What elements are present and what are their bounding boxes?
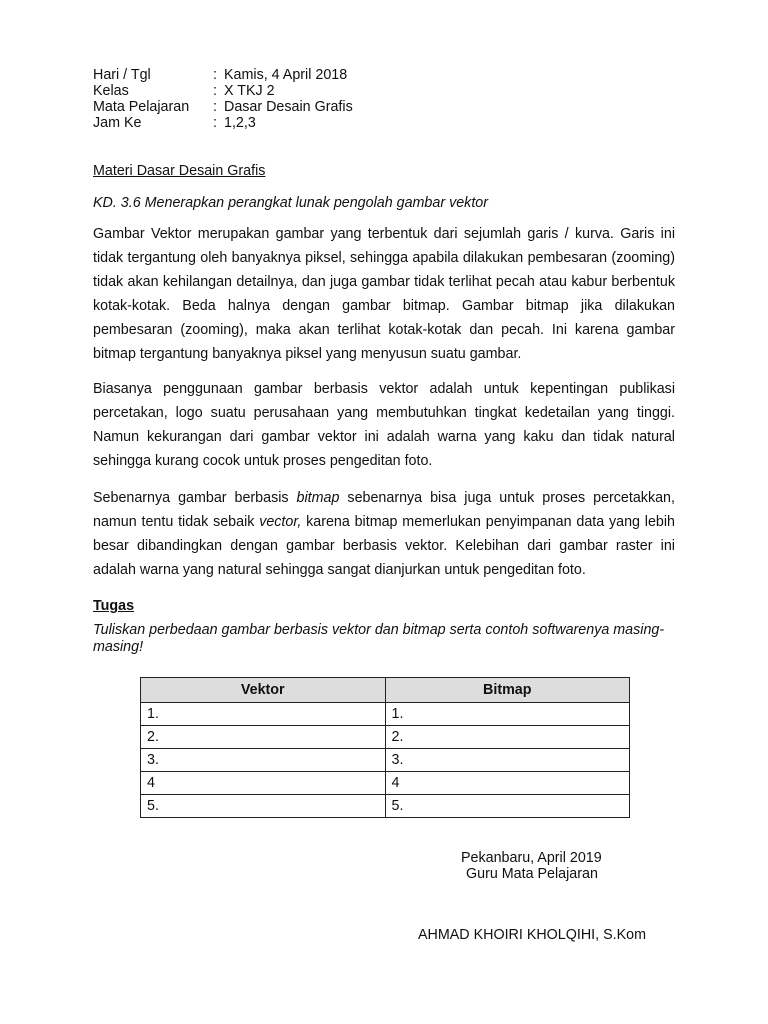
paragraph-text: karena bitmap memerlukan penyimpanan data yang lebih besar dibandingkan dengan gambar berbasis vektor. Kelebihan dari gambar raster ini adalah warna yang natural sehingga sangat dianjurkan untuk pengeditan foto. bbox=[93, 514, 675, 578]
task-instruction: Tuliskan perbedaan gambar berbasis vektor dan bitmap serta contoh softwarenya masing-masing! bbox=[93, 622, 665, 655]
header-value: X TKJ 2 bbox=[224, 83, 275, 99]
paragraph-text: sebenarnya bisa juga untuk proses percetakkan, namun tentu tidak sebaik bbox=[93, 490, 675, 530]
table-row bbox=[141, 772, 630, 795]
header-separator: : bbox=[213, 83, 217, 99]
table-cell-vektor: 1. bbox=[141, 703, 386, 726]
paragraph-text: Sebenarnya gambar berbasis bbox=[93, 490, 297, 506]
header-info bbox=[93, 67, 353, 131]
signature-place-date: Pekanbaru, April 2019 bbox=[461, 850, 602, 866]
signature-name: AHMAD KHOIRI KHOLQIHI, S.Kom bbox=[418, 927, 646, 943]
emphasis-vector: vector, bbox=[259, 514, 302, 530]
header-value: Dasar Desain Grafis bbox=[224, 99, 353, 115]
table-cell-vektor: 2. bbox=[141, 726, 386, 749]
header-row-subject bbox=[93, 99, 353, 115]
table-cell-bitmap: 3. bbox=[385, 749, 630, 772]
table-cell-bitmap: 4 bbox=[385, 772, 630, 795]
header-row-date bbox=[93, 67, 353, 83]
table-cell-vektor: 4 bbox=[141, 772, 386, 795]
header-row-hours bbox=[93, 115, 353, 131]
header-label: Hari / Tgl bbox=[93, 67, 151, 83]
header-row-class bbox=[93, 83, 353, 99]
table-row bbox=[141, 703, 630, 726]
header-label: Kelas bbox=[93, 83, 129, 99]
table-row bbox=[141, 795, 630, 818]
task-heading: Tugas bbox=[93, 598, 135, 614]
paragraph-bitmap-comparison bbox=[93, 486, 675, 582]
paragraph-vector-definition: Gambar Vektor merupakan gambar yang terbentuk dari sejumlah garis / kurva. Garis ini tidak tergantung oleh banyaknya piksel, sehingga apabila dilakukan pembesaran (zooming) tidak akan kehilangan detailnya, dan juga gambar tidak terlihat pecah atau kabur berbentuk kotak-kotak. Beda halnya dengan gambar bitmap. Gambar bitmap jika dilakukan pembesaran (zooming), maka akan terlihat kotak-kotak dan pecah. Ini karena gambar bitmap tergantung banyaknya piksel yang menyusun suatu gambar. bbox=[93, 226, 675, 362]
column-header-bitmap: Bitmap bbox=[385, 678, 630, 703]
table-row bbox=[141, 726, 630, 749]
table-cell-bitmap: 1. bbox=[385, 703, 630, 726]
table-cell-vektor: 3. bbox=[141, 749, 386, 772]
competency-statement: KD. 3.6 Menerapkan perangkat lunak pengolah gambar vektor bbox=[93, 195, 489, 211]
table-cell-vektor: 5. bbox=[141, 795, 386, 818]
signature-role: Guru Mata Pelajaran bbox=[466, 866, 598, 882]
header-separator: : bbox=[213, 67, 217, 83]
table-cell-bitmap: 5. bbox=[385, 795, 630, 818]
header-separator: : bbox=[213, 115, 217, 131]
header-value: 1,2,3 bbox=[224, 115, 256, 131]
table-row bbox=[141, 749, 630, 772]
header-label: Mata Pelajaran bbox=[93, 99, 190, 115]
header-value: Kamis, 4 April 2018 bbox=[224, 67, 348, 83]
emphasis-bitmap: bitmap bbox=[296, 490, 340, 506]
header-separator: : bbox=[213, 99, 217, 115]
paragraph-vector-usage: Biasanya penggunaan gambar berbasis vektor adalah untuk kepentingan publikasi percetakan, logo suatu perusahaan yang membutuhkan tingkat kedetailan yang tinggi. Namun kekurangan dari gambar vektor ini adalah warna yang kaku dan tidak natural sehingga kurang cocok untuk proses pengeditan foto. bbox=[93, 381, 675, 469]
column-header-vektor: Vektor bbox=[141, 678, 386, 703]
table-header-row bbox=[141, 678, 630, 703]
table-cell-bitmap: 2. bbox=[385, 726, 630, 749]
comparison-table bbox=[140, 677, 630, 818]
material-title: Materi Dasar Desain Grafis bbox=[93, 163, 266, 179]
header-label: Jam Ke bbox=[93, 115, 142, 131]
